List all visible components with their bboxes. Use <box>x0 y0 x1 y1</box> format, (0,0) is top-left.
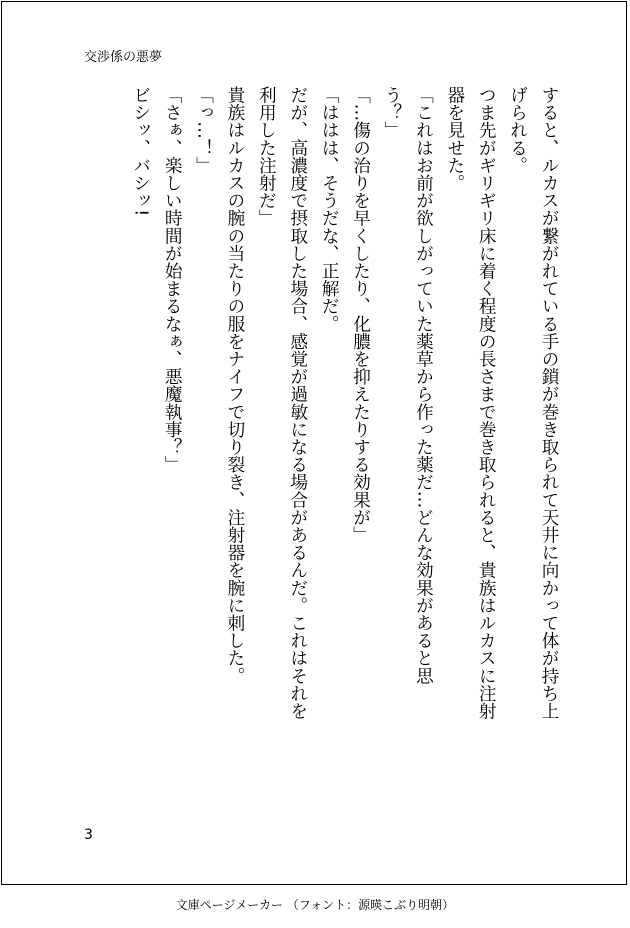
body-line: 「ははは、そうだな、正解だ。 <box>319 86 340 333</box>
body-line: ビシッ、バシッ! <box>130 86 151 217</box>
body-line: 貴族はルカスの腕の当たりの服をナイフで切り裂き、注射器を腕に刺した。 <box>224 86 245 685</box>
page-number: 3 <box>84 827 93 843</box>
running-title: 交渉係の悪夢 <box>84 50 163 65</box>
body-line: 「…傷の治りを早くしたり、化膿を抑えたりする効果が」 <box>350 86 371 544</box>
body-line: 「っ…！」 <box>193 86 214 174</box>
body-line: 「これはお前が欲しがっていた薬草から作った薬だ…どんな効果があると思う？」 <box>381 86 434 685</box>
body-line: すると、ルカスが繋がれている手の鎖が巻き取られて天井に向かって体が持ち上げられる。 <box>507 86 559 720</box>
body-line: つま先がギリギリ床に着く程度の長さまで巻き取られると、貴族はルカスに注射器を見せた。 <box>444 86 497 720</box>
vertical-body-text <box>124 86 564 726</box>
book-page <box>1 1 627 885</box>
generator-credit: 文庫ページメーカー （フォント：源暎こぶり明朝） <box>175 898 455 912</box>
body-line: だが、高濃度で摂取した場合、感覚が過敏になる場合があるんだ。これはそれを利用した注射だ」 <box>256 86 308 720</box>
body-line: 「さぁ、楽しい時間が始まるなぁ、悪魔執事？」 <box>162 86 183 474</box>
